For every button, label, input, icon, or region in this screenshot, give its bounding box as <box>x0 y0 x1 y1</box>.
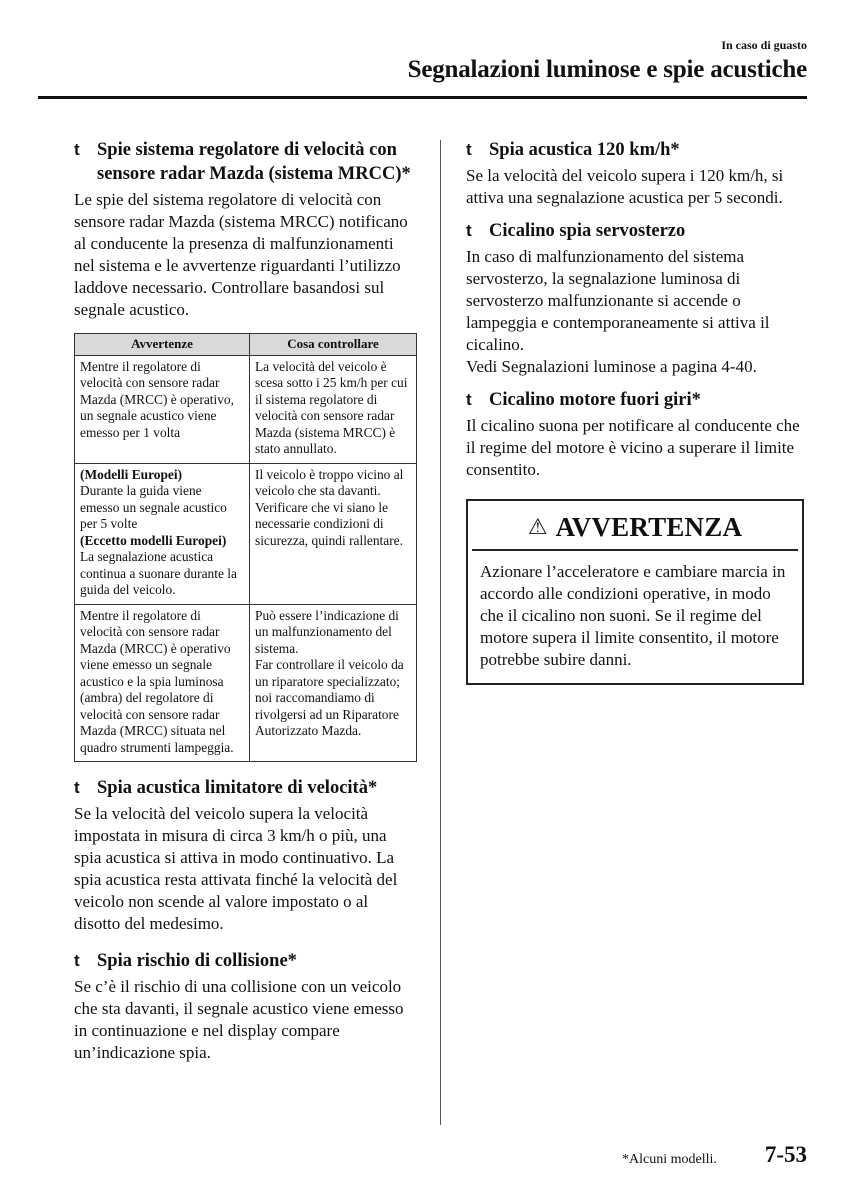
heading-power-steering-text: Cicalino spia servosterzo <box>489 221 686 241</box>
warning-body: Azionare l’acceleratore e cambiare marcia in accordo alle condizioni operative, in modo che il cicalino non suoni. Se il regime del motore supera il limite consentito, il motore potrebbe subire danni. <box>480 562 786 669</box>
table-row <box>75 355 417 463</box>
cell-text: Può essere l’indicazione di un malfunzionamento del sistema. <box>255 607 399 656</box>
warning-table <box>74 333 417 762</box>
heading-overrev <box>466 388 806 412</box>
right-column <box>466 138 806 685</box>
heading-overrev-text: Cicalino motore fuori giri* <box>489 390 701 410</box>
footnote: *Alcuni modelli. <box>622 1152 717 1167</box>
power-steering-body: In caso di malfunzionamento del sistema servosterzo, la segnalazione luminosa di servosterzo malfunzionante si accende o lampeggia e contemporaneamente si attiva il cicalino. <box>466 247 770 354</box>
collision-body: Se c’è il rischio di una collisione con un veicolo che sta davanti, il segnale acustico viene emesso in continuazione e nel display compare un’indicazione spia. <box>74 977 404 1062</box>
table-cell: La velocità del veicolo è scesa sotto i 25 km/h per cui il sistema regolatore di velocità con sensore radar Mazda (sistema MRCC) è stato annullato. <box>250 355 417 463</box>
table-header-cosa-controllare: Cosa controllare <box>250 334 417 356</box>
mrcc-body: Le spie del sistema regolatore di velocità con sensore radar Mazda (sistema MRCC) notificano al conducente la presenza di malfunzionamenti nel sistema e le avvertenze riguardanti l’utilizzo laddove necessario. Controllare basandosi sul segnale acustico. <box>74 190 408 319</box>
table-row <box>75 604 417 762</box>
warning-title: AVVERTENZA <box>555 511 743 542</box>
page-number: 7-53 <box>764 1142 807 1167</box>
table-cell: Mentre il regolatore di velocità con sensore radar Mazda (MRCC) è operativo, un segnale acustico viene emesso per 1 volta <box>75 355 250 463</box>
bullet-icon: t <box>466 390 472 409</box>
table-row <box>75 463 417 604</box>
left-column <box>74 138 418 1064</box>
120kmh-body: Se la velocità del veicolo supera i 120 km/h, si attiva una segnalazione acustica per 5 secondi. <box>466 166 784 207</box>
heading-collision <box>74 949 418 973</box>
cell-text: La segnalazione acustica continua a suonare durante la guida del veicolo. <box>80 549 237 597</box>
table-header-avvertenze: Avvertenze <box>75 334 250 356</box>
bullet-icon: t <box>74 140 80 159</box>
bullet-icon: t <box>74 778 80 797</box>
heading-speed-limiter <box>74 776 418 800</box>
cell-text: Far controllare il veicolo da un riparatore specializzato; noi raccomandiamo di rivolgersi ad un Riparatore Autorizzato Mazda. <box>255 657 404 738</box>
table-cell <box>250 604 417 762</box>
page-title: Segnalazioni luminose e spie acustiche <box>407 56 807 83</box>
column-divider <box>440 140 441 1125</box>
table-cell: Mentre il regolatore di velocità con sensore radar Mazda (MRCC) è operativo viene emesso un segnale acustico e la spia luminosa (ambra) del regolatore di velocità con sensore radar Mazda (MRCC) situata nel quadro strumenti lampeggia. <box>75 604 250 762</box>
bullet-icon: t <box>466 221 472 240</box>
heading-speed-limiter-text: Spia acustica limitatore di velocità* <box>97 778 378 798</box>
table-cell <box>75 463 250 604</box>
heading-120kmh <box>466 138 806 162</box>
warning-header <box>472 505 798 551</box>
power-steering-ref: Vedi Segnalazioni luminose a pagina 4-40. <box>466 357 757 376</box>
bullet-icon: t <box>74 951 80 970</box>
heading-power-steering <box>466 219 806 243</box>
bullet-icon: t <box>466 140 472 159</box>
speed-limiter-body: Se la velocità del veicolo supera la velocità impostata in misura di circa 3 km/h o più, una spia acustica si attiva in modo continuativo. La spia acustica resta attivata finché la velocità del veicolo non scende al valore impostato o al disotto del medesimo. <box>74 804 398 933</box>
table-cell: Il veicolo è troppo vicino al veicolo che sta davanti. Verificare che vi siano le necessarie condizioni di sicurezza, quindi rallentare. <box>250 463 417 604</box>
heading-collision-text: Spia rischio di collisione* <box>97 951 297 971</box>
warning-triangle-icon: ⚠ <box>527 514 548 540</box>
overrev-body: Il cicalino suona per notificare al conducente che il regime del motore è vicino a superare il limite consentito. <box>466 416 800 479</box>
warning-box <box>466 499 804 685</box>
heading-mrcc-text: Spie sistema regolatore di velocità con sensore radar Mazda (sistema MRCC)* <box>97 140 411 184</box>
cell-label-non-european: (Eccetto modelli Europei) <box>80 532 227 548</box>
cell-text: Durante la guida viene emesso un segnale acustico per 5 volte <box>80 483 227 531</box>
section-label: In caso di guasto <box>721 38 807 52</box>
heading-120kmh-text: Spia acustica 120 km/h* <box>489 140 680 160</box>
title-rule <box>38 96 807 99</box>
heading-mrcc <box>74 138 418 186</box>
cell-label-european: (Modelli Europei) <box>80 466 183 482</box>
